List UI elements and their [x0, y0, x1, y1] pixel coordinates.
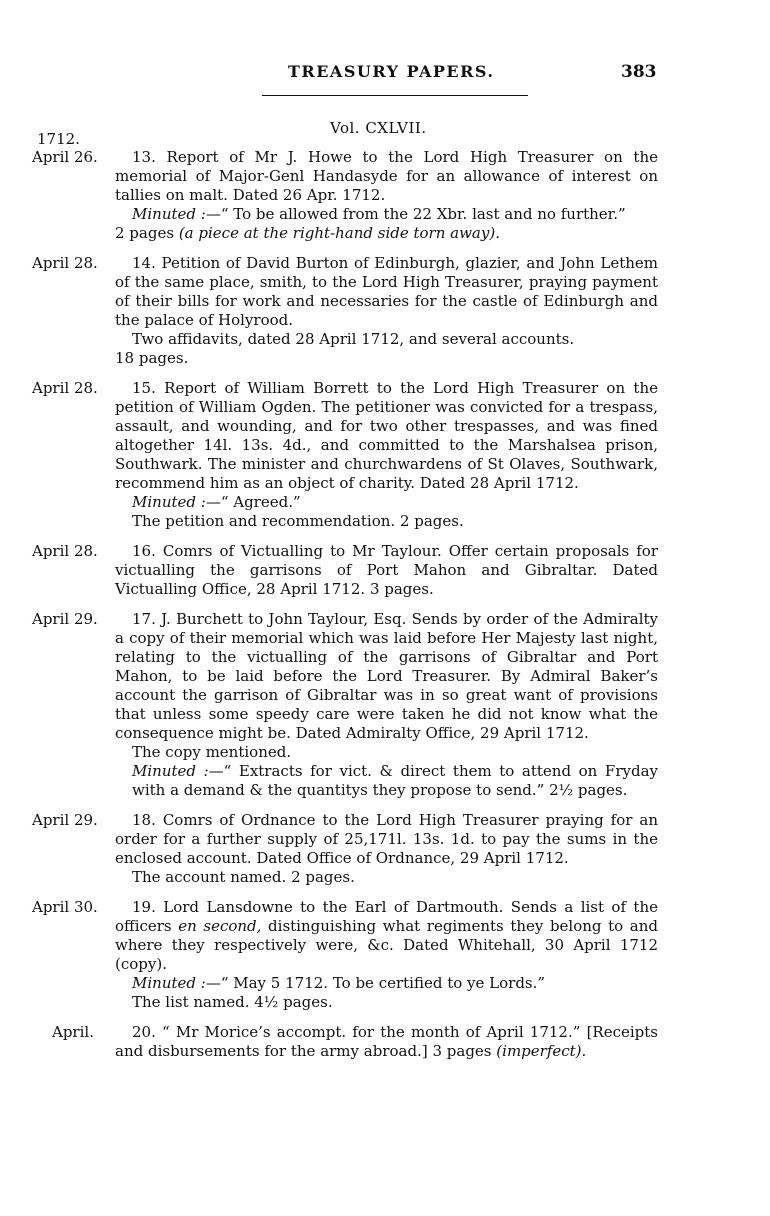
minuted-label: Minuted : — [132, 974, 206, 992]
volume-heading: Vol. CXLVII. — [330, 119, 427, 137]
entry-18 — [0, 811, 770, 887]
entry-note: The petition and recommendation. 2 pages. — [132, 512, 464, 530]
entry-body — [115, 811, 658, 887]
pages-note: (a piece at the right-hand side torn away). — [178, 224, 500, 242]
entry-pages: 18 pages. — [115, 349, 189, 367]
entry-pages: 3 pages. — [369, 580, 434, 598]
pages-note: (imperfect). — [496, 1042, 587, 1060]
entry-date: April 28. — [32, 379, 98, 397]
entry-13 — [0, 148, 770, 243]
entry-minuted — [115, 205, 658, 224]
entry-17 — [0, 610, 770, 800]
entry-date: April 28. — [32, 542, 98, 560]
entry-19 — [0, 898, 770, 1012]
page-number: 383 — [621, 62, 657, 82]
entry-14 — [0, 254, 770, 368]
minuted-label: Minuted : — [132, 493, 206, 511]
minuted-text: —“ Extracts for vict. & direct them to attend on Fryday with a demand & the quantitys they propose to send.” — [132, 762, 658, 799]
entry-minuted — [115, 974, 658, 993]
entry-body — [115, 379, 658, 531]
entry-date: April 29. — [32, 811, 98, 829]
entry-date: April 30. — [32, 898, 98, 916]
entry-body — [115, 1023, 658, 1061]
entry-body — [115, 898, 658, 1012]
entry-pages: 2 pages (a piece at the right-hand side torn away). — [115, 224, 500, 242]
entry-pages: 2 pages. — [399, 512, 464, 530]
minuted-text: —“ To be allowed from the 22 Xbr. last and no further.” — [205, 205, 626, 223]
entry-pages: 3 pages — [432, 1042, 492, 1060]
entry-date: April 29. — [32, 610, 98, 628]
entry-16 — [0, 542, 770, 599]
entry-pages: 4½ pages. — [254, 993, 333, 1011]
minuted-label: Minuted : — [132, 205, 206, 223]
entry-body — [115, 610, 658, 800]
minuted-text: —“ Agreed.” — [205, 493, 301, 511]
entry-minuted — [115, 493, 658, 512]
entry-note: The copy mentioned. — [132, 743, 292, 761]
entry-body — [115, 148, 658, 243]
entry-text: 13. Report of Mr J. Howe to the Lord High Treasurer on the memorial of Major-Genl Handasyde for an allowance of interest on tallies on malt. Dated 26 Apr. 1712. — [115, 148, 658, 204]
entry-pages: 2½ pages. — [549, 781, 628, 799]
entry-text: 19. Lord Lansdowne to the Earl of Dartmouth. Sends a list of the officers en second, distinguishing what regiments they belong to and where they respectively were, &c. Dated Whitehall, 30 April 1712 (copy). — [115, 898, 658, 973]
entry-date: April. — [52, 1023, 94, 1041]
entry-text: 15. Report of William Borrett to the Lord High Treasurer on the petition of William Ogden. The petitioner was convicted for a trespass, assault, and wounding, and for two other trespasses, and was fined altogether 14l. 13s. 4d., and committed to the Marshalsea prison, Southwark. The minister and churchwardens of St Olaves, Southwark, recommend him as an object of charity. Dated 28 April 1712. — [115, 379, 658, 492]
running-header — [0, 62, 770, 102]
entries-list — [0, 148, 770, 1072]
entry-15 — [0, 379, 770, 531]
entry-text: 16. Comrs of Victualling to Mr Taylour. Offer certain proposals for victualling the garrisons of Port Mahon and Gibraltar. Dated Victualling Office, 28 April 1712. 3 pages. — [115, 542, 658, 598]
entry-date: April 26. — [32, 148, 98, 166]
year-label: 1712. — [37, 130, 80, 148]
entry-20 — [0, 1023, 770, 1061]
minuted-text: —“ May 5 1712. To be certified to ye Lords.” — [205, 974, 546, 992]
entry-minuted — [115, 762, 658, 800]
entry-text: 18. Comrs of Ordnance to the Lord High Treasurer praying for an order for a further supply of 25,171l. 13s. 1d. to pay the sums in the enclosed account. Dated Office of Ordnance, 29 April 1712. — [115, 811, 658, 867]
entry-date: April 28. — [32, 254, 98, 272]
entry-text: 20. “ Mr Morice’s accompt. for the month of April 1712.” [Receipts and disbursements for the army abroad.] 3 pages (imperfect). — [115, 1023, 658, 1060]
entry-note: The list named. 4½ pages. — [132, 993, 333, 1011]
entry-note: The account named. 2 pages. — [132, 868, 355, 886]
running-title: TREASURY PAPERS. — [288, 62, 495, 81]
entry-text: 14. Petition of David Burton of Edinburgh, glazier, and John Lethem of the same place, smith, to the Lord High Treasurer, praying payment of their bills for work and necessaries for the castle of Edinburgh and the palace of Holyrood. — [115, 254, 658, 329]
entry-text: 17. J. Burchett to John Taylour, Esq. Sends by order of the Admiralty a copy of their memorial which was laid before Her Majesty last night, relating to the victualling of the garrisons of Gibraltar and Port Mahon, to be laid before the Lord Treasurer. By Admiral Baker’s account the garrison of Gibraltar was in so great want of provisions that unless some speedy care were taken he did not know what the consequence might be. Dated Admiralty Office, 29 April 1712. — [115, 610, 658, 742]
entry-pages: 2 pages. — [291, 868, 355, 886]
entry-body — [115, 542, 658, 599]
header-rule — [262, 95, 528, 96]
entry-body — [115, 254, 658, 368]
entry-note: Two affidavits, dated 28 April 1712, and several accounts. — [132, 330, 575, 348]
minuted-label: Minuted : — [132, 762, 209, 780]
